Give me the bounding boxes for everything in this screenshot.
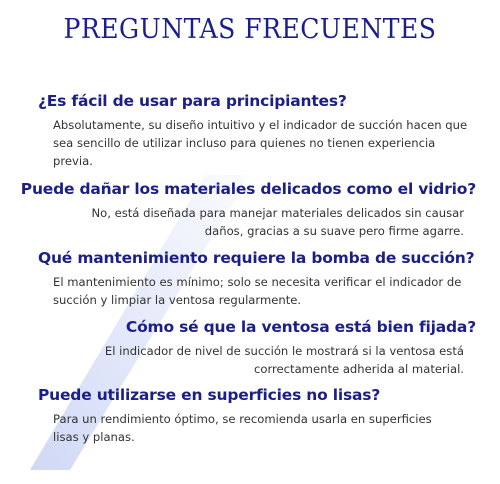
faq-answer bbox=[38, 116, 478, 170]
faq-answer-line: Para un rendimiento óptimo, se recomienda usarla en superficies bbox=[53, 412, 432, 426]
faq-answer-line: El mantenimiento es mínimo; solo se necesita verificar el indicador de bbox=[53, 275, 462, 289]
faq-answer-line: lisas y planas. bbox=[53, 430, 135, 444]
faq-question: Cómo sé que la ventosa está bien fijada? bbox=[125, 318, 476, 336]
faq-answer-line: No, está diseñada para manejar materiales delicados sin causar bbox=[91, 206, 464, 220]
faq-answer-line: daños, gracias a su suave pero firme agarre. bbox=[204, 224, 464, 238]
faq-answer-line: succión y limpiar la ventosa regularmente. bbox=[53, 293, 302, 307]
faq-answer-line: El indicador de nivel de succión le mostrará si la ventosa está bbox=[104, 344, 464, 358]
faq-answer-line: Absolutamente, su diseño intuitivo y el indicador de succión hacen que bbox=[53, 118, 468, 132]
faq-item bbox=[38, 386, 478, 446]
faq-item bbox=[38, 92, 478, 170]
faq-item bbox=[20, 180, 476, 240]
faq-answer bbox=[20, 342, 476, 378]
faq-answer bbox=[38, 273, 478, 309]
faq-answer bbox=[38, 410, 478, 446]
faq-question: Qué mantenimiento requiere la bomba de succión? bbox=[38, 249, 475, 267]
faq-question: ¿Es fácil de usar para principiantes? bbox=[38, 92, 347, 110]
faq-question: Puede dañar los materiales delicados como el vidrio? bbox=[20, 180, 476, 198]
faq-item bbox=[38, 249, 478, 309]
page-title: PREGUNTAS FRECUENTES bbox=[63, 14, 437, 45]
faq-question: Puede utilizarse en superficies no lisas? bbox=[38, 386, 381, 404]
faq-answer bbox=[20, 204, 476, 240]
faq-item bbox=[20, 318, 476, 378]
faq-answer-line: correctamente adherida al material. bbox=[253, 362, 464, 376]
faq-answer-line: sea sencillo de utilizar incluso para quienes no tienen experiencia previa. bbox=[53, 136, 436, 168]
